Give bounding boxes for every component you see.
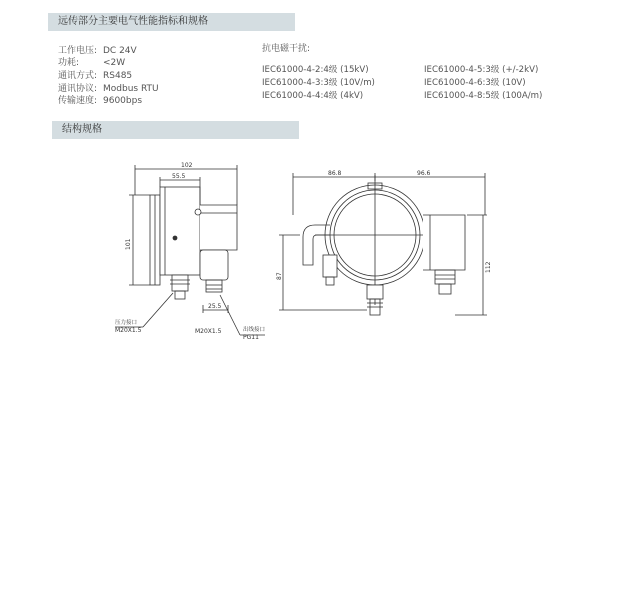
emc-right-3: IEC61000-4-8:5级 (100A/m) <box>424 91 543 101</box>
section-header-structure: 结构规格 <box>52 121 299 139</box>
side-view <box>115 165 265 335</box>
emc-left-2: IEC61000-4-3:3级 (10V/m) <box>262 78 375 88</box>
structure-drawing <box>105 155 505 345</box>
emc-left-3: IEC61000-4-4:4级 (4kV) <box>262 91 364 101</box>
spec-comm-mode: 通讯方式: RS485 <box>58 71 133 81</box>
dim-front-right: 96.6 <box>417 170 431 177</box>
emc-right-1: IEC61000-4-5:3级 (+/-2kV) <box>424 65 539 75</box>
emc-title: 抗电磁干扰: <box>262 44 311 54</box>
emc-left-1: IEC61000-4-2:4级 (15kV) <box>262 65 369 75</box>
cable-port-note: 出线接口 <box>243 327 266 333</box>
thread-label: M20X1.5 <box>195 328 222 335</box>
spec-baud: 传输速度: 9600bps <box>58 96 143 106</box>
dim-side-width: 102 <box>181 162 193 169</box>
dim-side-small: 25.5 <box>208 303 222 310</box>
spec-power: 功耗: <2W <box>58 58 126 68</box>
dim-front-height-right: 112 <box>485 261 492 273</box>
dim-side-height: 101 <box>125 238 132 250</box>
spec-voltage: 工作电压: DC 24V <box>58 46 137 56</box>
front-view <box>279 173 487 315</box>
dim-front-left: 86.8 <box>328 170 342 177</box>
cable-port-label: PG11 <box>243 334 259 341</box>
section-header-remote: 远传部分主要电气性能指标和规格 <box>48 13 295 31</box>
dim-side-half: 55.5 <box>172 173 186 180</box>
pressure-port-note: 压力接口 <box>115 320 138 326</box>
dim-front-height-left: 87 <box>276 272 283 280</box>
pressure-port-label: M20X1.5 <box>115 327 142 334</box>
spec-protocol: 通讯协议: Modbus RTU <box>58 84 159 94</box>
emc-right-2: IEC61000-4-6:3级 (10V) <box>424 78 526 88</box>
